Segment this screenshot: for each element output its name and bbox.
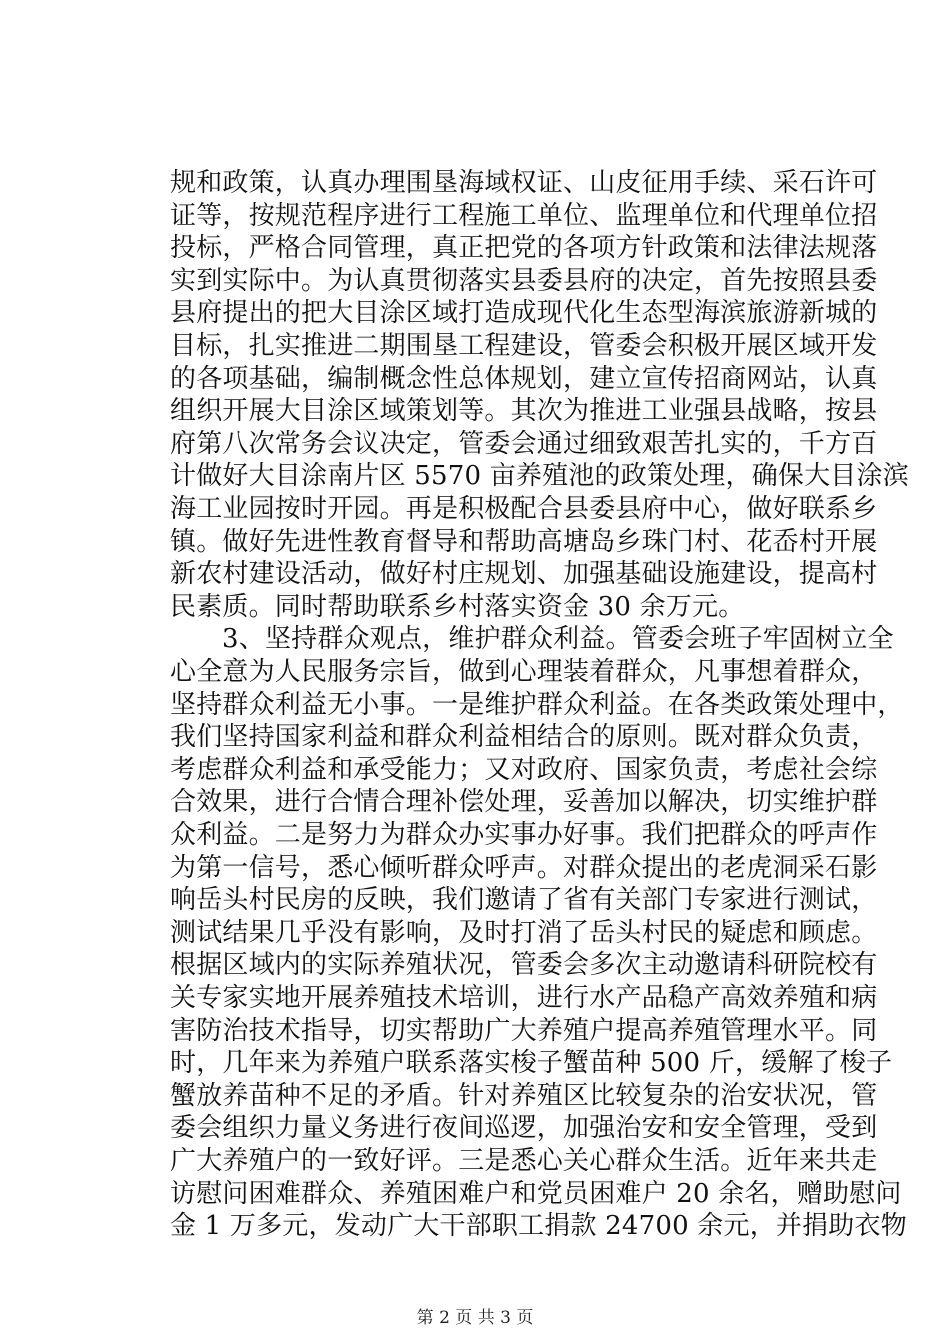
body-text-line: 府第八次常务会议决定，管委会通过细致艰苦扎实的，千方百 xyxy=(170,428,878,459)
body-text-line: 民素质。同时帮助联系乡村落实资金 30 余万元。 xyxy=(170,591,745,622)
body-text-line: 委会组织力量义务进行夜间巡逻，加强治安和安全管理，受到 xyxy=(170,1113,878,1144)
paragraph-first-line: 3、坚持群众观点，维护群众利益。管委会班子牢固树立全 xyxy=(222,624,894,655)
body-text-line: 实到实际中。为认真贯彻落实县委县府的决定，首先按照县委 xyxy=(170,265,878,296)
body-text-line: 金 1 万多元，发动广大干部职工捐款 24700 余元，并捐助衣物 xyxy=(170,1211,907,1242)
body-text-line: 的各项基础，编制概念性总体规划，建立宣传招商网站，认真 xyxy=(170,363,878,394)
body-text-line: 海工业园按时开园。再是积极配合县委县府中心，做好联系乡 xyxy=(170,494,878,524)
body-text-line: 心全意为人民服务宗旨，做到心理装着群众，凡事想着群众， xyxy=(170,657,878,687)
body-text-line: 害防治技术指导，切实帮助广大养殖户提高养殖管理水平。同 xyxy=(170,1015,878,1046)
body-text-line: 考虑群众利益和承受能力；又对政府、国家负责，考虑社会综 xyxy=(170,754,878,785)
body-text-line: 蟹放养苗种不足的矛盾。针对养殖区比较复杂的治安状况，管 xyxy=(170,1080,878,1111)
body-text-line: 响岳头村民房的反映，我们邀请了省有关部门专家进行测试， xyxy=(170,885,878,916)
body-text-line: 为第一信号，悉心倾听群众呼声。对群众提出的老虎洞采石影 xyxy=(170,852,878,883)
body-text-line: 合效果，进行合情合理补偿处理，妥善加以解决，切实维护群 xyxy=(170,787,878,818)
body-text-line: 关专家实地开展养殖技术培训，进行水产品稳产高效养殖和病 xyxy=(170,983,878,1013)
body-text-line: 时，几年来为养殖户联系落实梭子蟹苗种 500 斤，缓解了梭子 xyxy=(170,1048,893,1079)
body-text-line: 众利益。二是努力为群众办实事办好事。我们把群众的呼声作 xyxy=(170,820,878,850)
body-text-line: 访慰问困难群众、养殖困难户和党员困难户 20 余名，赠助慰问 xyxy=(170,1178,902,1209)
body-text-line: 我们坚持国家利益和群众利益相结合的原则。既对群众负责， xyxy=(170,722,878,753)
body-text-line: 目标，扎实推进二期围垦工程建设，管委会积极开展区域开发 xyxy=(170,331,878,361)
body-text-line: 广大养殖户的一致好评。三是悉心关心群众生活。近年来共走 xyxy=(170,1146,878,1176)
body-text-line: 根据区域内的实际养殖状况，管委会多次主动邀请科研院校有 xyxy=(170,950,878,981)
body-text-line: 镇。做好先进性教育督导和帮助高塘岛乡珠门村、花岙村开展 xyxy=(170,526,878,557)
body-text-line: 规和政策，认真办理围垦海域权证、山皮征用手续、采石许可 xyxy=(170,168,878,198)
body-text-line: 新农村建设活动，做好村庄规划、加强基础设施建设，提高村 xyxy=(170,559,878,590)
body-text-line: 证等，按规范程序进行工程施工单位、监理单位和代理单位招 xyxy=(170,200,878,231)
body-text-line: 县府提出的把大目涂区域打造成现代化生态型海滨旅游新城的 xyxy=(170,298,878,329)
body-text-line: 组织开展大目涂区域策划等。其次为推进工业强县战略，按县 xyxy=(170,396,878,427)
body-text-line: 计做好大目涂南片区 5570 亩养殖池的政策处理，确保大目涂滨 xyxy=(170,461,909,492)
body-text-line: 投标，严格合同管理，真正把党的各项方针政策和法律法规落 xyxy=(170,233,878,264)
page-number-footer: 第 2 页 共 3 页 xyxy=(416,1308,534,1328)
body-text-line: 测试结果几乎没有影响，及时打消了岳头村民的疑虑和顾虑。 xyxy=(170,917,878,948)
body-text-line: 坚持群众利益无小事。一是维护群众利益。在各类政策处理中， xyxy=(170,689,904,720)
